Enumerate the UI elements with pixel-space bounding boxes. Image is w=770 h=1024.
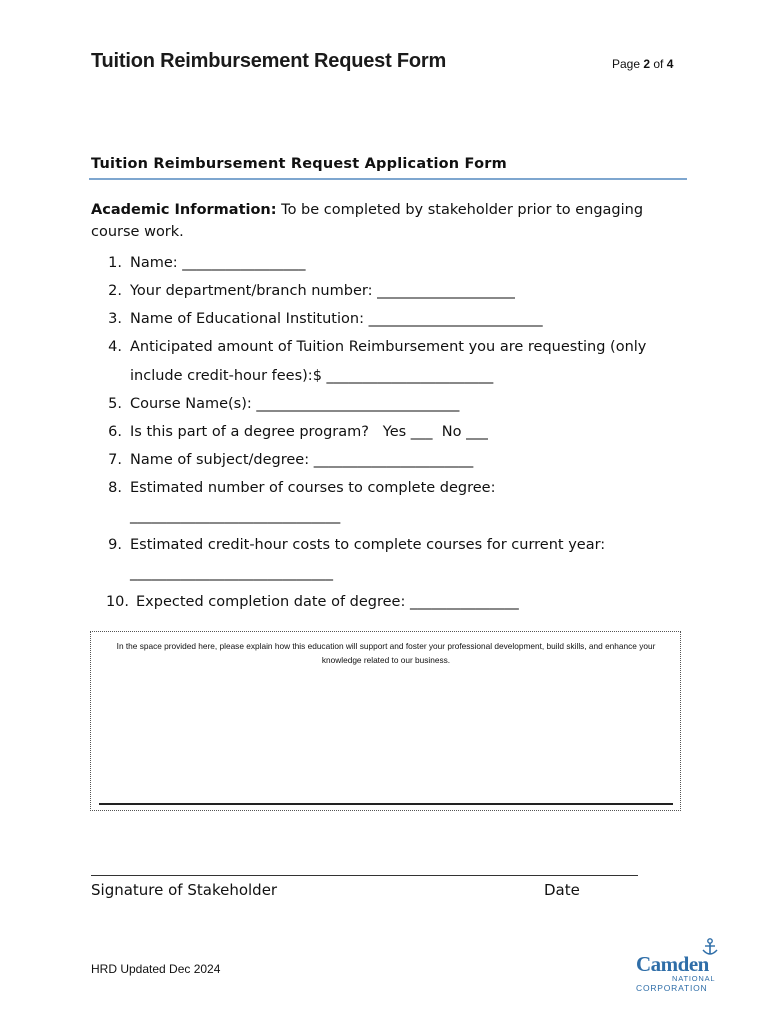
- logo-name: Camden: [636, 952, 709, 976]
- question-number: 7.: [108, 452, 122, 468]
- page-number: [612, 57, 673, 71]
- question-number: 3.: [108, 311, 122, 327]
- company-logo: [634, 938, 724, 998]
- question-text[interactable]: Is this part of a degree program? Yes ___ No ___: [130, 424, 488, 440]
- intro-label: Academic Information:: [91, 202, 277, 218]
- question-text: Anticipated amount of Tuition Reimbursement you are requesting (only: [130, 339, 647, 355]
- question-continuation[interactable]: _____________________________: [130, 508, 341, 524]
- question-number: 5.: [108, 396, 122, 412]
- page-prefix: Page: [612, 57, 644, 71]
- explanation-prompt: In the space provided here, please explain how this education will support and foster your professional development, build skills, and enhance your knowledge related to our business.: [116, 641, 656, 665]
- date-label: Date: [544, 881, 580, 899]
- signature-line[interactable]: [91, 875, 638, 876]
- question-text[interactable]: Name: _________________: [130, 255, 306, 271]
- intro-paragraph: [91, 199, 686, 243]
- question-number: 4.: [108, 339, 122, 355]
- page-total: 4: [666, 57, 674, 71]
- explanation-box[interactable]: [90, 631, 681, 811]
- question-text[interactable]: Course Name(s): ____________________________: [130, 396, 460, 412]
- question-text[interactable]: Expected completion date of degree: _______________: [136, 594, 519, 610]
- question-number: 9.: [108, 537, 122, 553]
- question-text[interactable]: Your department/branch number: ___________________: [130, 283, 515, 299]
- footer-text: HRD Updated Dec 2024: [91, 962, 221, 976]
- document-title: Tuition Reimbursement Request Form: [91, 50, 447, 72]
- question-number: 8.: [108, 480, 122, 496]
- page-of: of: [650, 57, 667, 71]
- section-title: Tuition Reimbursement Request Application Form: [91, 156, 507, 172]
- question-number: 2.: [108, 283, 122, 299]
- section-divider: [89, 178, 687, 180]
- question-number: 1.: [108, 255, 122, 271]
- question-text: Estimated number of courses to complete degree:: [130, 480, 496, 496]
- page-current: 2: [643, 57, 651, 71]
- logo-line2: CORPORATION: [636, 983, 708, 993]
- question-number: 10.: [105, 594, 129, 610]
- question-text: Estimated credit-hour costs to complete courses for current year:: [130, 537, 606, 553]
- logo-line1: NATIONAL: [672, 974, 716, 983]
- question-continuation[interactable]: include credit-hour fees):$ _______________________: [130, 368, 494, 384]
- question-text[interactable]: Name of subject/degree: ______________________: [130, 452, 474, 468]
- question-number: 6.: [108, 424, 122, 440]
- intro-text: To be completed by stakeholder prior to engaging course work.: [91, 202, 644, 240]
- question-continuation[interactable]: ____________________________: [130, 565, 333, 581]
- explanation-underline: [99, 803, 673, 805]
- question-text[interactable]: Name of Educational Institution: ________________________: [130, 311, 543, 327]
- signature-label: Signature of Stakeholder: [91, 881, 278, 899]
